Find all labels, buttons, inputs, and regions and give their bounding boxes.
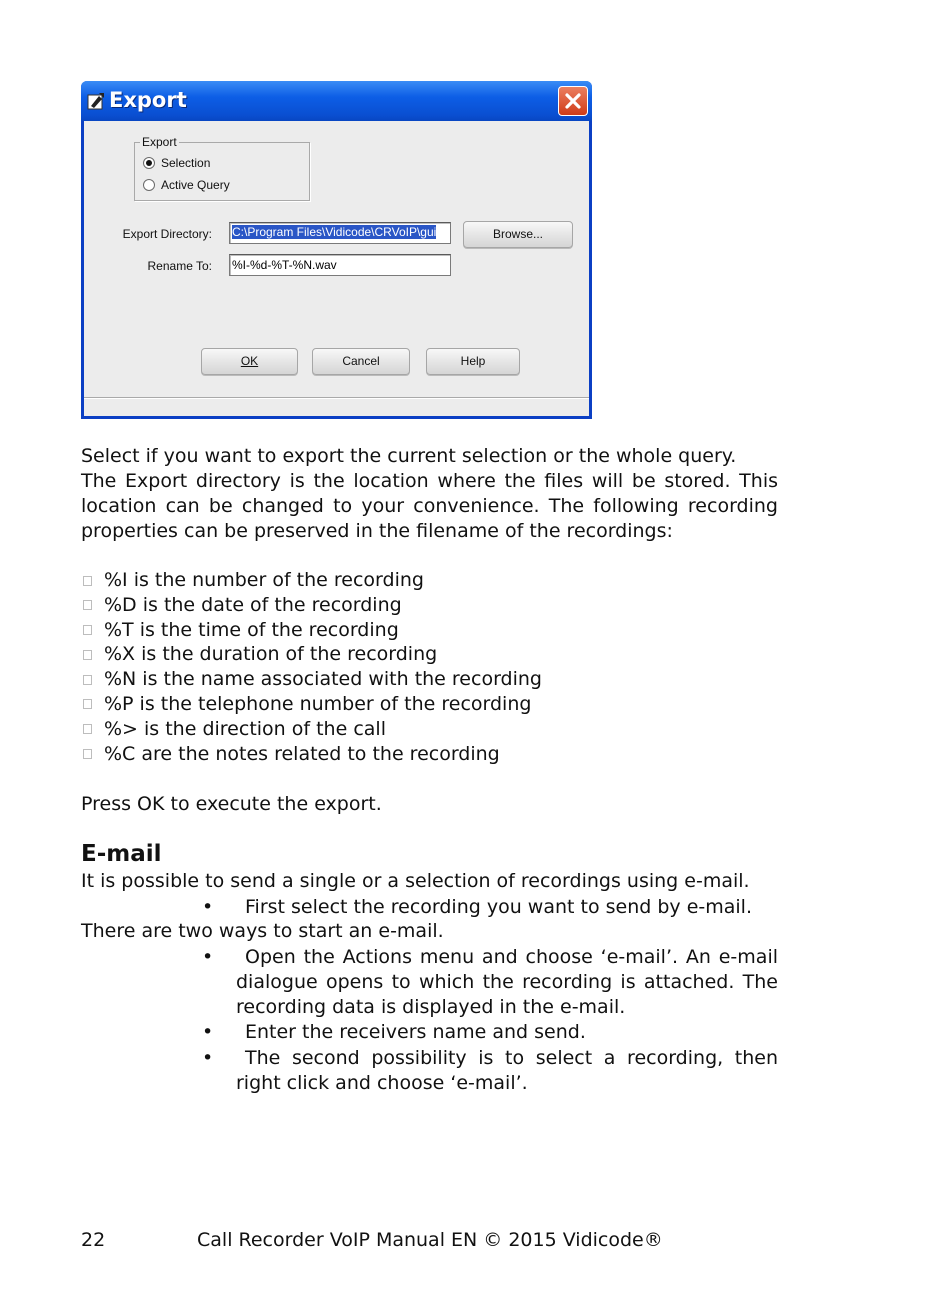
page-number: 22: [81, 1229, 106, 1251]
export-dialog: [81, 81, 592, 419]
dialog-titlebar[interactable]: [81, 81, 592, 121]
help-button[interactable]: [426, 348, 520, 375]
list-item-text: %C are the notes related to the recording: [104, 742, 500, 765]
browse-button[interactable]: Browse...: [463, 221, 573, 248]
bullet-second-possibility-text: The second possibility is to select a recording, then right click and choose ‘e-mail’.: [236, 1047, 778, 1094]
list-item-text: %I is the number of the recording: [104, 569, 424, 591]
radio-selection-option[interactable]: [143, 155, 210, 171]
export-directory-paragraph: The Export directory is the location where the files will be stored. This location can be changed to your convenience. The following recording properties can be preserved in the filename of the recordings:: [81, 470, 778, 542]
radio-selection-label: Selection: [161, 156, 211, 170]
list-box-icon: [83, 576, 92, 586]
close-button[interactable]: [558, 86, 588, 116]
rename-to-label: Rename To:: [147, 259, 212, 273]
list-item-text: %N is the name associated with the recording: [104, 668, 542, 691]
list-item: [81, 568, 781, 593]
list-box-icon: [83, 675, 92, 685]
export-directory-field[interactable]: [229, 222, 451, 244]
bullet-first-select-text: First select the recording you want to send by e-mail.: [245, 896, 752, 918]
bullet-icon: •: [202, 946, 214, 968]
footer-text: Call Recorder VoIP Manual EN © 2015 Vidicode®: [197, 1229, 663, 1251]
bullet-first-select: [202, 895, 778, 920]
list-item-text: %> is the direction of the call: [104, 717, 386, 740]
list-item: [81, 618, 781, 643]
list-item-text: %T is the time of the recording: [104, 618, 399, 641]
radio-active-query-label: Active Query: [161, 178, 230, 192]
cancel-button-label: Cancel: [342, 354, 380, 368]
radio-active-query-option[interactable]: [143, 177, 230, 193]
bullet-enter-receiver: [202, 1020, 778, 1045]
export-directory-label: Export Directory:: [122, 227, 212, 241]
list-item: [81, 742, 781, 767]
list-item: [81, 667, 781, 692]
export-app-icon: [87, 92, 105, 110]
export-groupbox: [134, 135, 310, 201]
intro-paragraph: Select if you want to export the current selection or the whole query.: [81, 445, 737, 467]
bullet-icon: •: [202, 896, 214, 918]
list-box-icon: [83, 650, 92, 660]
ok-button[interactable]: [201, 348, 298, 375]
list-box-icon: [83, 749, 92, 759]
radio-active-query[interactable]: [143, 179, 155, 191]
list-box-icon: [83, 724, 92, 734]
filename-properties-list: [81, 568, 781, 766]
ok-button-label: OK: [240, 354, 259, 368]
list-box-icon: [83, 625, 92, 635]
press-ok-paragraph: Press OK to execute the export.: [81, 793, 382, 815]
help-button-label: Help: [460, 354, 486, 368]
bullet-icon: •: [202, 1021, 214, 1043]
dialog-title: Export: [109, 88, 187, 112]
email-intro-paragraph: It is possible to send a single or a selection of recordings using e-mail.: [81, 870, 750, 892]
list-item-text: %X is the duration of the recording: [104, 643, 438, 666]
list-item-text: %D is the date of the recording: [104, 593, 402, 616]
export-directory-value: C:\Program Files\Vidicode\CRVoIP\gui: [232, 225, 437, 239]
list-item: [81, 717, 781, 742]
bullet-enter-receiver-text: Enter the receivers name and send.: [245, 1021, 586, 1043]
two-ways-paragraph: There are two ways to start an e-mail.: [81, 920, 444, 942]
bullet-icon: •: [202, 1047, 214, 1069]
email-heading: E-mail: [81, 841, 162, 867]
dialog-statusbar: [84, 397, 589, 416]
list-box-icon: [83, 699, 92, 709]
radio-selection[interactable]: [143, 157, 155, 169]
list-box-icon: [83, 600, 92, 610]
close-icon: [564, 92, 582, 110]
bullet-second-possibility: [202, 1046, 778, 1096]
export-group-label: Export: [142, 135, 177, 149]
cancel-button[interactable]: [312, 348, 410, 375]
list-item: [81, 692, 781, 717]
list-item: [81, 593, 781, 618]
bullet-actions-menu-text: Open the Actions menu and choose ‘e-mail’. An e-mail dialogue opens to which the recording is attached. The recording data is displayed in the e-mail.: [236, 946, 778, 1018]
list-item-text: %P is the telephone number of the recording: [104, 692, 532, 715]
rename-to-field[interactable]: [229, 254, 451, 276]
list-item: [81, 642, 781, 667]
bullet-actions-menu: [202, 945, 778, 1020]
